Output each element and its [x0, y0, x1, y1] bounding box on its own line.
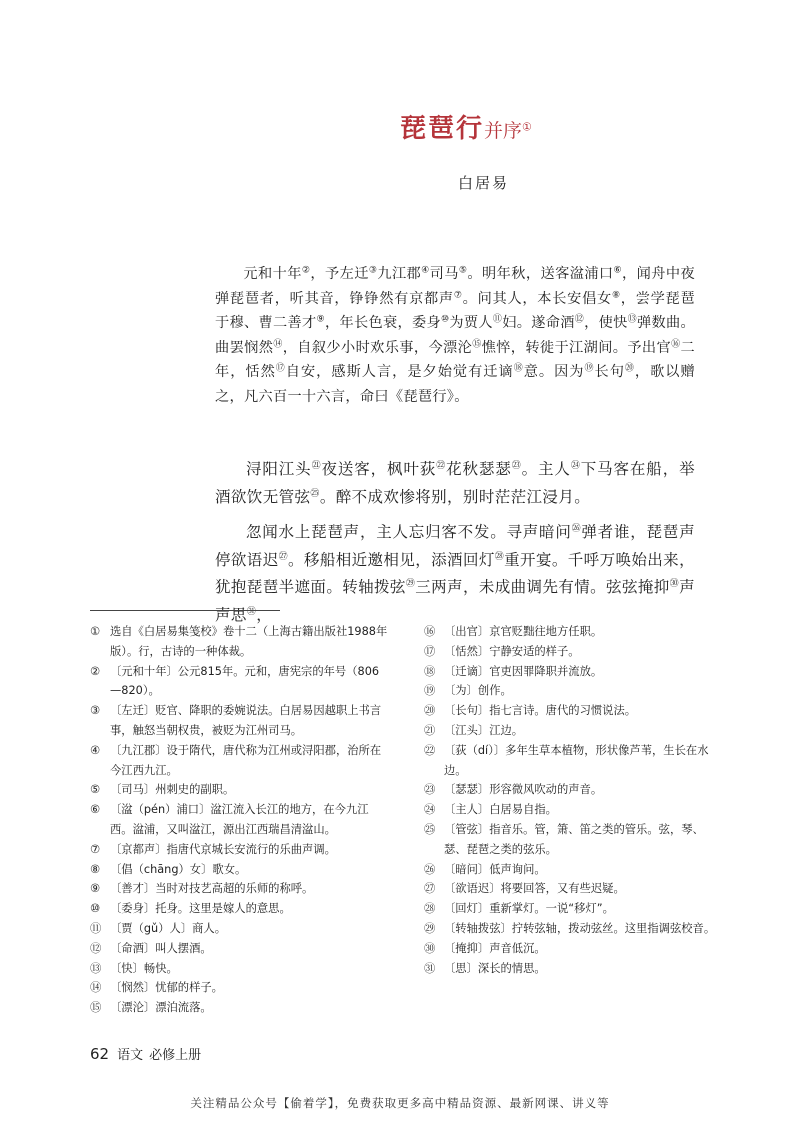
- poem-stanza-2: [215, 519, 695, 629]
- footnote-text: 〔荻（dí）〕多年生草本植物，形状像芦苇，生长在水边。: [444, 743, 709, 777]
- footnote-marker: ⑨: [316, 314, 325, 325]
- footnote-text: 〔回灯〕重新掌灯。一说“移灯”。: [444, 902, 614, 916]
- footnote-item: [90, 840, 390, 860]
- text-run: ，闻舟中夜弹琵琶者，听其音，铮铮然有京都声: [215, 266, 695, 307]
- footnote-item: [424, 642, 720, 662]
- footnote-marker: ㉔: [570, 460, 581, 471]
- text-run: 。问其人，本长安倡女: [462, 290, 612, 307]
- text-run: 为贾人: [449, 315, 493, 332]
- footnote-item: [424, 780, 720, 800]
- footnote-marker: ⑩: [441, 314, 450, 325]
- page-number: 62: [90, 1045, 110, 1063]
- footnote-marker: ⑱: [513, 363, 524, 374]
- footnote-item: [90, 919, 390, 939]
- page-title: [400, 108, 532, 145]
- text-run: 自安，感斯人言，是夕始觉有迁谪: [285, 364, 514, 381]
- footnote-marker: ⑯: [671, 339, 681, 350]
- footnote-number: ㉘: [424, 902, 436, 916]
- footnote-text: 〔管弦〕指音乐。管，箫、笛之类的管乐。弦，琴、瑟、琵琶之类的弦乐。: [444, 822, 704, 856]
- footnote-marker: ㉗: [278, 551, 289, 562]
- text-run: 元和十年: [243, 266, 302, 282]
- footnote-marker: ⑭: [273, 339, 283, 350]
- text-run: 。醉不成欢惨将别，别时茫茫江浸月。: [319, 487, 591, 506]
- page-footer: [90, 1044, 201, 1063]
- author-name: 白居易: [458, 174, 510, 192]
- footnote-text: 〔九江郡〕设于隋代，唐代称为江州或浔阳郡，治所在今江西九江。: [110, 743, 382, 777]
- footnote-marker: ⑳: [624, 363, 635, 374]
- footnote-number: ㉑: [424, 723, 436, 737]
- footnote-number: ⑤: [90, 783, 101, 797]
- footnote-text: 〔主人〕白居易自指。: [444, 803, 557, 817]
- footnote-marker: ⑧: [611, 289, 621, 300]
- text-run: 花秋瑟瑟: [446, 460, 512, 478]
- footnote-number: ④: [90, 743, 101, 757]
- footnote-item: [90, 959, 390, 979]
- footnote-text: 〔瑟瑟〕形容微风吹动的声音。: [444, 783, 603, 797]
- footnote-marker: ⑬: [627, 314, 637, 325]
- footnote-item: [90, 899, 390, 919]
- text-run: 弹者谁，琵琶声停欲语迟: [215, 523, 695, 569]
- footnote-item: [90, 998, 390, 1018]
- footnote-marker: ㉑: [311, 460, 322, 471]
- footnote-number: ⑱: [424, 664, 436, 678]
- footnote-number: ②: [90, 664, 101, 678]
- text-run: 夜送客，枫叶荻: [321, 460, 437, 478]
- footnote-number: ㉒: [424, 743, 436, 757]
- footnote-number: ①: [90, 625, 101, 638]
- footnote-item: [90, 978, 390, 998]
- footnote-text: 〔快〕畅快。: [110, 961, 178, 975]
- preface-paragraph: [215, 262, 695, 410]
- text-run: 意。因为: [523, 364, 585, 381]
- poem-subtitle: 并序: [484, 120, 523, 142]
- footnote-item: [90, 800, 390, 840]
- text-run: 九江郡: [377, 266, 422, 282]
- footnote-number: ㉙: [424, 921, 436, 935]
- footnotes-right-column: [424, 622, 720, 978]
- footnote-item: [424, 721, 720, 741]
- text-run: 下马客在船，举酒欲饮无管弦: [215, 460, 695, 506]
- footnote-number: ⑦: [90, 842, 101, 856]
- footnote-text: 〔贾（gǔ）人〕商人。: [110, 921, 227, 935]
- text-run: ，歌以赠之，凡六百一十六言，命曰《琵琶行》。: [215, 364, 695, 405]
- poem-body: [215, 456, 695, 637]
- footnote-marker: ⑲: [584, 363, 595, 374]
- footnote-item: [424, 919, 720, 939]
- footnote-text: 〔掩抑〕声音低沉。: [444, 941, 546, 955]
- footnote-marker: ⑤: [458, 265, 468, 276]
- footnote-marker: ㉛: [246, 606, 257, 617]
- poem-stanza-1: [215, 456, 695, 511]
- footnote-number: ③: [90, 704, 101, 718]
- footnote-text: 〔善才〕当时对技艺高超的乐师的称呼。: [110, 882, 314, 896]
- footnote-item: [424, 879, 720, 899]
- footnote-marker: ⑰: [275, 363, 286, 374]
- footnote-number: ⑰: [424, 644, 436, 658]
- footnote-divider: [90, 610, 280, 611]
- footnote-item: [424, 959, 720, 979]
- footnote-item: [424, 899, 720, 919]
- text-run: ，年长色衰，委身: [324, 315, 441, 332]
- text-run: 长句: [594, 364, 625, 381]
- text-run: 。移船相近邀相见，添酒回灯: [288, 550, 495, 569]
- footnote-item: [424, 820, 720, 860]
- text-run: ，使快: [584, 315, 628, 332]
- text-run: 。主人: [521, 460, 571, 478]
- footnote-marker: ㉒: [436, 460, 447, 471]
- footnote-item: [90, 939, 390, 959]
- poem-title: 琵琶行: [400, 114, 485, 144]
- footnote-text: 〔司马〕州刺史的副职。: [110, 783, 235, 797]
- title-footnote-mark: ①: [522, 120, 532, 134]
- footnote-text: 〔委身〕托身。这里是嫁人的意思。: [110, 902, 291, 916]
- text-run: 。明年秋，送客湓浦口: [467, 266, 614, 282]
- footnote-marker: ㉕: [310, 488, 320, 499]
- footnote-marker: ㉘: [494, 551, 505, 562]
- footnote-marker: ⑥: [613, 265, 623, 276]
- footnote-text: 〔左迁〕贬官、降职的委婉说法。白居易因越职上书言事，触怒当朝权贵，被贬为江州司马。: [110, 704, 382, 737]
- footnote-number: ㉛: [424, 961, 436, 975]
- footnote-marker: ④: [421, 265, 430, 276]
- footnote-item: [424, 860, 720, 880]
- text-run: ，: [256, 605, 273, 624]
- footnote-number: ㉖: [424, 862, 436, 876]
- footnote-number: ⑯: [424, 625, 436, 638]
- promo-banner: 关注精品公众号【偷着学】，免费获取更多高中精品资源、最新网课、讲义等: [190, 1096, 610, 1110]
- text-run: 妇。遂命酒: [502, 315, 575, 332]
- text-run: 三两声，未成曲调先有情。弦弦掩抑: [415, 578, 670, 596]
- footnote-marker: ㉙: [405, 578, 416, 589]
- footnote-text: 〔元和十年〕公元815年。元和，唐宪宗的年号（806—820）。: [110, 664, 380, 698]
- footnote-marker: ⑪: [492, 314, 503, 325]
- footnote-marker: ㉓: [511, 460, 522, 471]
- footnotes-left-column: [90, 622, 390, 1018]
- text-run: 司马: [429, 266, 459, 282]
- footnote-text: 〔倡（chāng）女〕歌女。: [110, 862, 247, 876]
- footnote-item: [90, 780, 390, 800]
- footnote-item: [90, 622, 390, 662]
- footnote-marker: ③: [368, 265, 378, 276]
- footnote-number: ㉓: [424, 783, 436, 797]
- footnote-text: 〔迁谪〕官吏因罪降职并流放。: [444, 664, 603, 678]
- text-run: 重开宴。千呼万唤始出来，犹抱琵琶半遮面。转轴拨弦: [215, 550, 695, 596]
- footnote-item: [424, 662, 720, 682]
- footnote-item: [424, 800, 720, 820]
- footnote-text: 〔暗问〕低声询问。: [444, 862, 546, 876]
- text-run: ，尝学琵琶于穆、曹二善才: [215, 290, 695, 332]
- footnote-item: [90, 741, 390, 781]
- footnote-text: 〔出官〕京官贬黜往地方任职。: [444, 625, 603, 638]
- footnote-item: [424, 701, 720, 721]
- footnote-item: [424, 622, 720, 642]
- text-run: 浔阳江头: [246, 460, 312, 478]
- footnote-text: 〔漂沦〕漂泊流落。: [110, 1001, 212, 1015]
- footnote-text: 〔江头〕江边。: [444, 723, 524, 737]
- footnote-number: ⑬: [90, 961, 102, 975]
- footnote-number: ⑪: [90, 921, 102, 935]
- footnote-marker: ⑦: [453, 289, 463, 300]
- footnote-marker: ②: [301, 265, 311, 276]
- footnote-marker: ⑮: [472, 339, 482, 350]
- footnote-text: 选自《白居易集笺校》卷十二（上海古籍出版社1988年版）。行，古诗的一种体裁。: [110, 625, 388, 658]
- footnote-number: ⑩: [90, 902, 101, 916]
- footnote-item: [90, 701, 390, 741]
- footnote-item: [424, 741, 720, 781]
- footnote-number: ⑫: [90, 941, 102, 955]
- footnote-number: ⑲: [424, 684, 436, 698]
- footnote-marker: ⑫: [574, 314, 585, 325]
- book-title: 语文: [117, 1048, 144, 1063]
- footnote-text: 〔转轴拨弦〕拧转弦轴，拨动弦丝。这里指调弦校音。: [444, 921, 716, 935]
- footnote-number: ⑮: [90, 1001, 102, 1015]
- footnote-text: 〔恬然〕宁静安适的样子。: [444, 644, 580, 658]
- preface-block: [215, 262, 695, 410]
- footnote-text: 〔为〕创作。: [444, 684, 512, 698]
- footnote-number: ㉔: [424, 803, 436, 817]
- text-run: 二年，恬然: [215, 339, 695, 381]
- footnote-number: ⑭: [90, 981, 102, 995]
- footnote-text: 〔悯然〕忧郁的样子。: [110, 981, 223, 995]
- footnote-number: ⑥: [90, 803, 101, 817]
- footnote-number: ⑨: [90, 882, 101, 896]
- footnote-number: ㉚: [424, 941, 436, 955]
- text-run: 憔悴，转徙于江湖间。予出官: [481, 339, 672, 356]
- footnote-text: 〔京都声〕指唐代京城长安流行的乐曲声调。: [110, 842, 336, 856]
- footnote-text: 〔欲语迟〕将要回答，又有些迟疑。: [444, 882, 625, 896]
- footnote-item: [424, 939, 720, 959]
- footnote-item: [424, 681, 720, 701]
- footnote-item: [90, 662, 390, 702]
- footnote-text: 〔思〕深长的情思。: [444, 961, 546, 975]
- footnote-number: ㉗: [424, 882, 436, 896]
- book-volume: 必修上册: [149, 1048, 202, 1063]
- footnote-number: ⑧: [90, 862, 101, 876]
- footnote-item: [90, 860, 390, 880]
- text-run: 弹数曲。曲罢悯然: [215, 315, 695, 356]
- footnote-text: 〔命酒〕叫人摆酒。: [110, 941, 212, 955]
- footnote-text: 〔长句〕指七言诗。唐代的习惯说法。: [444, 704, 637, 718]
- text-run: 声声思: [215, 578, 695, 624]
- footnote-item: [90, 879, 390, 899]
- footnote-text: 〔湓（pén）浦口〕湓江流入长江的地方，在今九江西。湓浦，又叫湓江，源出江西瑞昌清湓山。: [110, 803, 369, 836]
- text-run: ，自叙少小时欢乐事，今漂沦: [282, 339, 473, 356]
- text-run: ，予左迁: [310, 266, 369, 282]
- footnote-number: ㉕: [424, 822, 436, 836]
- footnote-marker: ㉖: [571, 523, 582, 534]
- footnote-marker: ㉚: [669, 578, 680, 589]
- text-run: 忽闻水上琵琶声，主人忘归客不发。寻声暗问: [246, 523, 572, 541]
- footnote-number: ⑳: [424, 704, 436, 718]
